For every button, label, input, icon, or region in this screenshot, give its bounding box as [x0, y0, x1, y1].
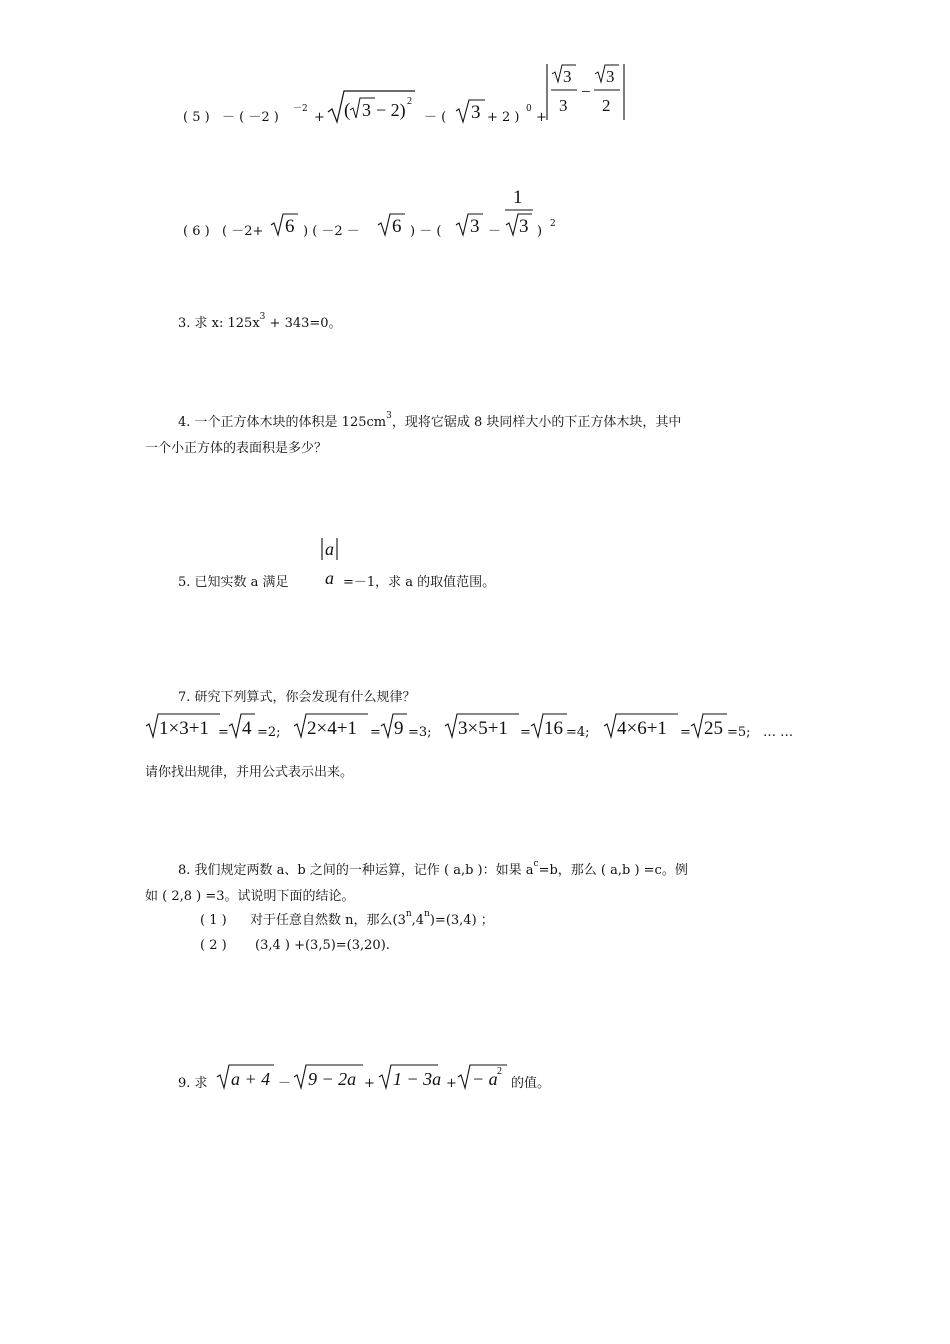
q9-r1: a + 4 — [231, 1069, 271, 1089]
q2-5-exp1: －2 — [293, 104, 308, 114]
q7-root-2 — [293, 711, 373, 743]
q9-root-4 — [457, 1062, 513, 1094]
q8-item1 — [250, 911, 494, 932]
q7-res3: =4; — [566, 725, 590, 740]
q2-6-minus: － — [488, 224, 502, 239]
q7-root-4 — [603, 711, 683, 743]
q2-5-radical-2 — [455, 96, 491, 128]
q7-eq3: = — [520, 725, 531, 740]
q2-6-label: ( 6 ) — [183, 224, 210, 239]
q2-6-frac-num: 1 — [513, 187, 523, 208]
q3-text-b: + 343=0。 — [265, 316, 342, 331]
q2-6-sqrt6-b — [377, 211, 409, 241]
q8-text-b: =b，那么 ( a,b ) =c。例 — [538, 863, 688, 878]
q7-v3: 16 — [544, 718, 563, 739]
q9-root-1 — [216, 1062, 280, 1094]
q9-root-2 — [293, 1062, 369, 1094]
q4-exp: 3 — [386, 411, 392, 421]
q5-frac-num: a — [325, 539, 334, 559]
q7-eq1: = — [218, 725, 229, 740]
q2-6-six1: 6 — [285, 216, 295, 237]
q2-6-three2: 3 — [519, 216, 529, 237]
q7-title: 7. 研究下列算式，你会发现有什么规律？ — [178, 690, 416, 705]
q7-v1: 4 — [242, 718, 252, 739]
q8-item2-label: ( 2 ) — [200, 938, 227, 953]
q5-text-a: 5. 已知实数 a 满足 — [178, 575, 289, 590]
q2-5-rad-3: 3 — [362, 100, 371, 120]
q2-6-six2: 6 — [392, 216, 402, 237]
q7-res2: =3; — [408, 725, 432, 740]
q2-5-abs-num1: 3 — [563, 67, 572, 86]
q2-6-sqrt6-a — [270, 211, 302, 241]
q2-5-rad-minus2: − 2) — [376, 100, 406, 120]
q8-line2: 如 ( 2,8 ) =3。试说明下面的结论。 — [145, 889, 355, 904]
q2-5-abs-den2: 2 — [602, 96, 611, 115]
q3-line — [178, 314, 342, 335]
q3-text-a: 3. 求 x: 125x — [178, 316, 260, 331]
q4-text-b: ，现将它锯成 8 块同样大小的下正方体木块，其中 — [391, 415, 682, 430]
q7-root-v1 — [228, 711, 260, 743]
q4-text-a: 4. 一个正方体木块的体积是 125cm — [178, 415, 387, 430]
q4-line2: 一个小正方体的表面积是多少？ — [145, 441, 328, 456]
q5-text-b: =－1，求 a 的取值范围。 — [343, 575, 496, 590]
q7-res4: =5; — [727, 725, 751, 740]
q9-root-3 — [378, 1062, 444, 1094]
q7-eq2: = — [370, 725, 381, 740]
q2-5-rad-paren: ( — [344, 100, 351, 121]
q9-r4: − a — [472, 1069, 498, 1089]
q7-root-v4 — [690, 711, 732, 743]
q2-5-abs-num2: 3 — [606, 67, 615, 86]
q9-op2: + — [364, 1076, 375, 1091]
q7-v4: 25 — [704, 718, 723, 739]
q8-item1-b: ,4 — [411, 913, 425, 928]
q7-v2: 9 — [394, 718, 404, 739]
q8-item1-a: 对于任意自然数 n，那么(3 — [250, 913, 406, 928]
q2-6-open: ( －2+ — [222, 224, 264, 239]
q2-6-close1: ) － ( — [410, 224, 442, 239]
q2-5-minus-paren: － ( — [424, 110, 447, 125]
q2-5-term1: － ( －2 ) — [222, 110, 279, 125]
q2-5-plus2: + 2 ) — [487, 110, 520, 125]
q2-6-sqrt3-a — [455, 211, 487, 241]
q8-item1-c: )=(3,4) ； — [429, 913, 494, 928]
q7-r3: 3×5+1 — [458, 718, 508, 739]
q7-line3: 请你找出规律，并用公式表示出来。 — [145, 765, 354, 780]
q8-item1-exp1: n — [405, 909, 412, 919]
q8-item1-label: ( 1 ) — [200, 913, 227, 928]
q2-6-three1: 3 — [470, 216, 480, 237]
q7-r4: 4×6+1 — [617, 718, 667, 739]
q4-line1 — [178, 413, 681, 434]
q2-5-sqrt3: 3 — [471, 102, 481, 123]
q2-5-abs-den1: 3 — [559, 96, 568, 115]
q7-res1: =2; — [257, 725, 281, 740]
q9-r3: 1 − 3a — [393, 1069, 442, 1089]
q2-6-mid: ) ( －2 － — [303, 224, 360, 239]
q2-5-label: ( 5 ) — [183, 110, 210, 125]
q7-dots: … … — [763, 725, 794, 740]
q2-5-abs-value — [544, 62, 634, 124]
q3-exp: 3 — [259, 312, 266, 322]
q9-op1: － — [278, 1076, 292, 1091]
q9-suffix: 的值。 — [511, 1076, 551, 1091]
q9-op3: + — [446, 1076, 457, 1091]
q7-eq4: = — [680, 725, 691, 740]
q2-5-abs-minus: − — [581, 82, 591, 101]
q2-5-exp0: 0 — [526, 104, 532, 114]
q5-fraction — [319, 536, 345, 592]
q8-item2: (3,4 ) +(3,5)=(3,20). — [255, 938, 390, 953]
q2-5-radical-1 — [327, 88, 427, 128]
q9-prefix: 9. 求 — [178, 1076, 208, 1091]
q2-6-exp2: 2 — [550, 219, 556, 229]
q9-r2: 9 − 2a — [308, 1069, 357, 1089]
q7-r1: 1×3+1 — [159, 718, 209, 739]
q8-exp: c — [533, 859, 539, 869]
q2-5-plus3: + — [536, 110, 547, 125]
q2-5-rad-sq: 2 — [407, 96, 412, 107]
q7-root-1 — [145, 711, 225, 743]
q9-r4-exp: 2 — [497, 1066, 502, 1077]
q7-root-3 — [444, 711, 524, 743]
q2-6-close2: ) — [537, 224, 543, 239]
q7-r2: 2×4+1 — [307, 718, 357, 739]
q8-text-a: 8. 我们规定两数 a、b 之间的一种运算，记作 ( a,b )：如果 a — [178, 863, 534, 878]
q8-line1 — [178, 861, 688, 882]
q2-5-plus1: + — [314, 110, 325, 125]
q5-frac-den: a — [325, 568, 334, 588]
q8-item1-exp2: n — [424, 909, 430, 919]
